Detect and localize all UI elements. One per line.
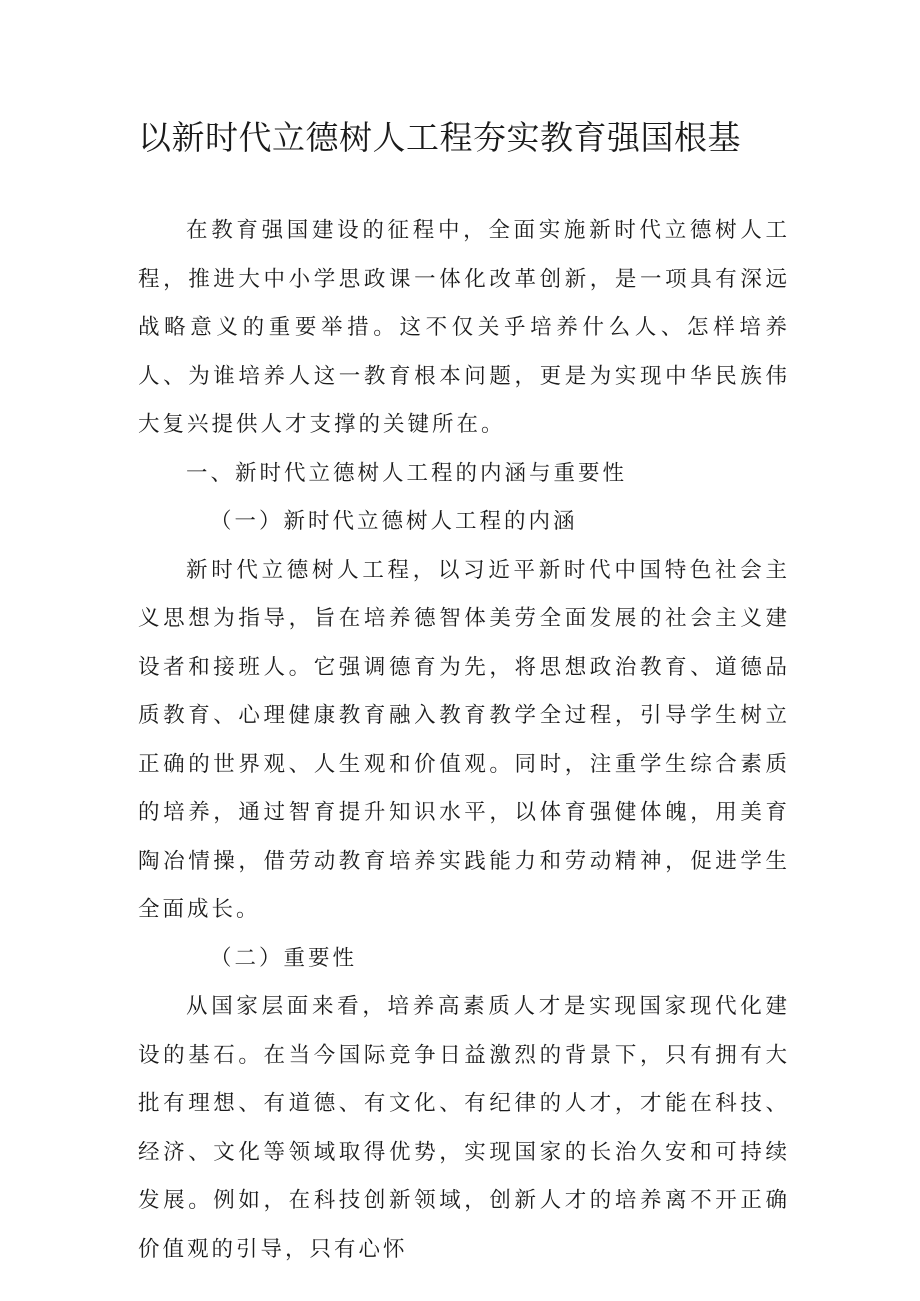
document-title: 以新时代立德树人工程夯实教育强国根基 — [138, 118, 741, 157]
section-heading-1: 一、新时代立德树人工程的内涵与重要性 — [186, 460, 628, 486]
intro-paragraph: 在教育强国建设的征程中，全面实施新时代立德树人工程，推进大中小学思政课一体化改革创新，是一项具有深远战略意义的重要举措。这不仅关乎培养什么人、怎样培养人、为谁培养人这一教育根本问题，更是为实现中华民族伟大复兴提供人才支撑的关键所在。 — [138, 218, 790, 437]
document-body — [138, 207, 790, 1274]
subsection-heading-1: （一）新时代立德树人工程的内涵 — [210, 509, 578, 534]
subsection-heading-2: （二）重要性 — [210, 945, 358, 971]
body-paragraph: 新时代立德树人工程，以习近平新时代中国特色社会主义思想为指导，旨在培养德智体美劳全面发展的社会主义建设者和接班人。它强调德育为先，将思想政治教育、道德品质教育、心理健康教育融入教育教学全过程，引导学生树立正确的世界观、人生观和价值观。同时，注重学生综合素质的培养，通过智育提升知识水平，以体育强健体魄，用美育陶冶情操，借劳动教育培养实践能力和劳动精神，促进学生全面成长。 — [138, 557, 790, 922]
body-paragraph: 从国家层面来看，培养高素质人才是实现国家现代化建设的基石。在当今国际竞争日益激烈的背景下，只有拥有大批有理想、有道德、有文化、有纪律的人才，才能在科技、经济、文化等领域取得优势，实现国家的长治久安和可持续发展。例如，在科技创新领域，创新人才的培养离不开正确价值观的引导，只有心怀 — [138, 994, 790, 1262]
